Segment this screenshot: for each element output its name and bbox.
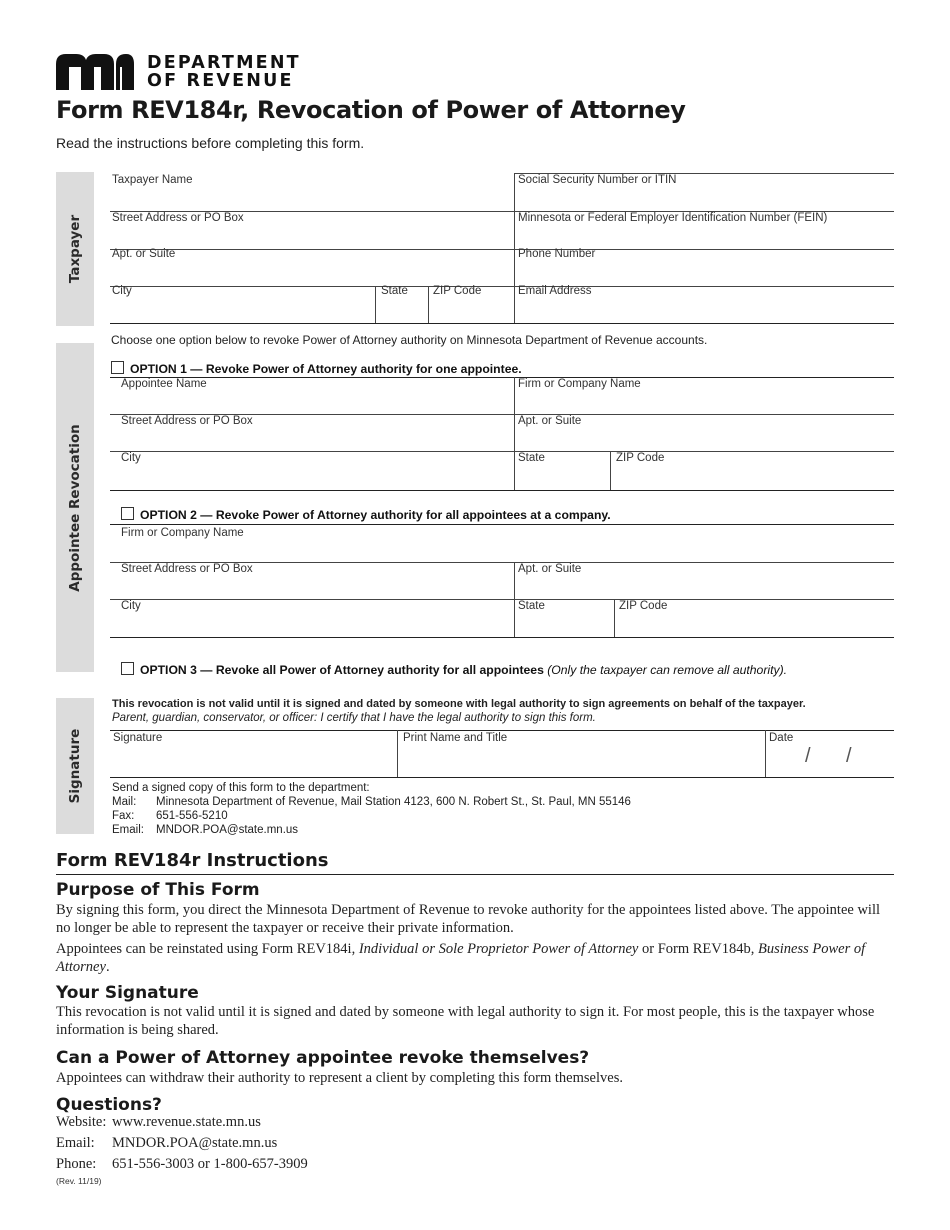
- option1-row: OPTION 1 — Revoke Power of Attorney authority for one appointee.: [111, 361, 522, 376]
- option1-checkbox[interactable]: [111, 361, 124, 374]
- taxpayer-street-field[interactable]: Street Address or PO Box: [112, 212, 244, 224]
- option1-zip-field[interactable]: ZIP Code: [616, 452, 665, 464]
- page-title: Form REV184r, Revocation of Power of Attorney: [56, 96, 686, 124]
- option1-firm-field[interactable]: Firm or Company Name: [518, 378, 641, 390]
- signature-field[interactable]: Signature: [113, 732, 163, 744]
- page-subtitle: Read the instructions before completing this form.: [56, 135, 365, 151]
- choose-option-text: Choose one option below to revoke Power of Attorney authority on Minnesota Department of Revenue accounts.: [111, 333, 708, 347]
- fein-field[interactable]: Minnesota or Federal Employer Identification Number (FEIN): [518, 212, 828, 224]
- your-signature-heading: Your Signature: [56, 983, 199, 1003]
- date-separator: /: [846, 745, 852, 767]
- purpose-paragraph-1: By signing this form, you direct the Minnesota Department of Revenue to revoke authority for the appointees listed above. The appointee will no longer be able to represent the taxpayer or receive their private information.: [56, 902, 881, 936]
- option2-apt-field[interactable]: Apt. or Suite: [518, 563, 582, 575]
- send-block: Send a signed copy of this form to the department: Mail: Minnesota Department of Revenue, Mail Station 4123, 600 N. Robert St., St. Paul, MN 55146 Fax: 651-556-5210 Email: MNDOR.POA@state.mn.us: [112, 782, 631, 836]
- taxpayer-name-field[interactable]: Taxpayer Name: [112, 174, 193, 186]
- purpose-heading: Purpose of This Form: [56, 880, 260, 900]
- option2-zip-field[interactable]: ZIP Code: [619, 600, 668, 612]
- purpose-paragraph-2: Appointees can be reinstated using Form REV184i, Individual or Sole Proprietor Power of Attorney or Form REV184b, Business Power of Attorney.: [56, 941, 866, 975]
- ssn-field[interactable]: Social Security Number or ITIN: [518, 174, 677, 186]
- contact-phone: Phone: 651-556-3003 or 1-800-657-3909: [56, 1156, 308, 1172]
- print-name-title-field[interactable]: Print Name and Title: [403, 732, 508, 744]
- contact-website: Website: www.revenue.state.mn.us: [56, 1114, 261, 1130]
- option1-apt-field[interactable]: Apt. or Suite: [518, 415, 582, 427]
- option2-street-field[interactable]: Street Address or PO Box: [121, 563, 253, 575]
- option2-row: OPTION 2 — Revoke Power of Attorney authority for all appointees at a company.: [121, 507, 611, 522]
- taxpayer-zip-field[interactable]: ZIP Code: [433, 285, 482, 297]
- revoke-paragraph: Appointees can withdraw their authority to represent a client by completing this form themselves.: [56, 1070, 623, 1086]
- taxpayer-apt-field[interactable]: Apt. or Suite: [112, 248, 176, 260]
- website-link[interactable]: www.revenue.state.mn.us: [112, 1114, 261, 1130]
- signature-certify: Parent, guardian, conservator, or officer: I certify that I have the legal authority to sign this form.: [112, 712, 596, 724]
- questions-heading: Questions?: [56, 1095, 162, 1115]
- contact-email: Email: MNDOR.POA@state.mn.us: [56, 1135, 278, 1151]
- option2-firm-field[interactable]: Firm or Company Name: [121, 527, 244, 539]
- option3-row: OPTION 3 — Revoke all Power of Attorney authority for all appointees (Only the taxpayer can remove all authority).: [121, 662, 787, 677]
- date-field[interactable]: Date: [769, 732, 794, 744]
- section-tab-taxpayer: Taxpayer: [56, 172, 94, 326]
- option1-street-field[interactable]: Street Address or PO Box: [121, 415, 253, 427]
- option3-checkbox[interactable]: [121, 662, 134, 675]
- mn-logo-icon: [56, 54, 134, 90]
- option2-checkbox[interactable]: [121, 507, 134, 520]
- taxpayer-state-field[interactable]: State: [381, 285, 408, 297]
- instructions-title: Form REV184r Instructions: [56, 850, 329, 871]
- revoke-heading: Can a Power of Attorney appointee revoke themselves?: [56, 1048, 590, 1068]
- your-signature-paragraph: This revocation is not valid until it is signed and dated by someone with legal authority to sign it. For most people, this is the taxpayer whose information is being shared.: [56, 1004, 875, 1038]
- option1-state-field[interactable]: State: [518, 452, 545, 464]
- date-separator: /: [805, 745, 811, 767]
- revision-note: (Rev. 11/19): [56, 1176, 102, 1186]
- signature-notice: This revocation is not valid until it is signed and dated by someone with legal authority to sign agreements on behalf of the taxpayer.: [112, 698, 806, 710]
- taxpayer-city-field[interactable]: City: [112, 285, 132, 297]
- section-tab-signature: Signature: [56, 698, 94, 834]
- department-logo-text: DEPARTMENT OF REVENUE: [147, 53, 301, 91]
- section-tab-appointee: Appointee Revocation: [56, 343, 94, 672]
- option2-city-field[interactable]: City: [121, 600, 141, 612]
- email-link[interactable]: MNDOR.POA@state.mn.us: [112, 1135, 278, 1151]
- phone-field[interactable]: Phone Number: [518, 248, 596, 260]
- email-field[interactable]: Email Address: [518, 285, 592, 297]
- option1-city-field[interactable]: City: [121, 452, 141, 464]
- option2-state-field[interactable]: State: [518, 600, 545, 612]
- option1-appointee-name-field[interactable]: Appointee Name: [121, 378, 207, 390]
